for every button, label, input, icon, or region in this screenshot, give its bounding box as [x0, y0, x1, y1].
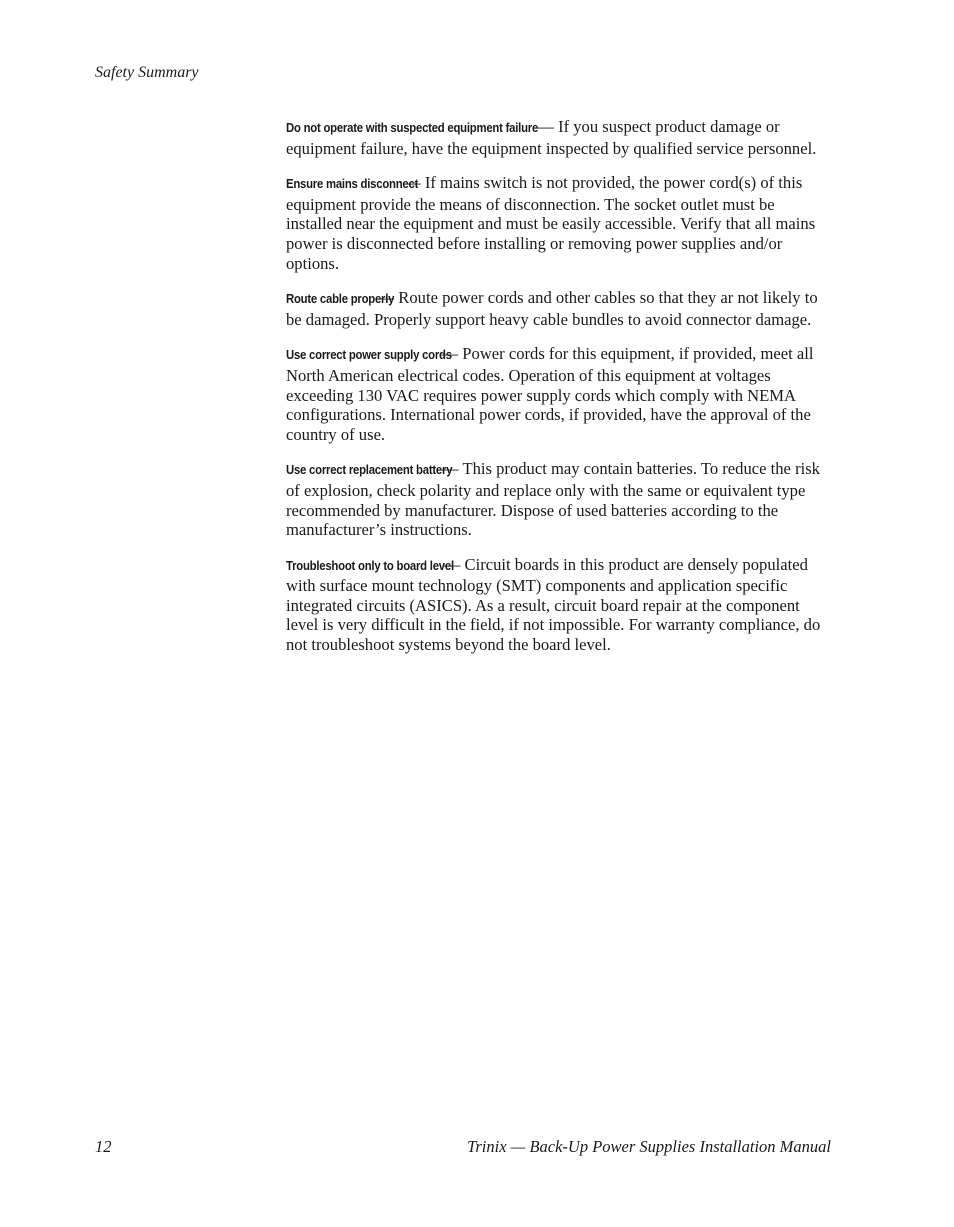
safety-item-text: — This product may contain batteries. To reduce the risk of explosion, check polarity and replace only with the same or equivalent type recommended by manufacturer. Dispose of used batteries according to the manufacturer’s instructions.: [286, 459, 820, 540]
safety-item: [286, 288, 834, 329]
safety-item-heading: Do not operate with suspected equipment failure: [286, 121, 539, 135]
safety-item: [286, 459, 834, 539]
safety-item: [286, 344, 834, 444]
safety-item-text: — Power cords for this equipment, if provided, meet all North American electrical codes. Operation of this equipment at voltages exceeding 130 VAC requires power supply cords which comply with NEMA configurations. International power cords, if provided, have the approval of the country of use.: [286, 344, 814, 444]
safety-item: [286, 117, 834, 158]
safety-item-heading: Use correct power supply cords: [286, 348, 452, 363]
safety-item: [286, 173, 834, 273]
safety-item-text: — Route power cords and other cables so that they ar not likely to be damaged. Properly support heavy cable bundles to avoid connector damage.: [286, 288, 818, 329]
page-number: 12: [95, 1137, 112, 1156]
running-header: Safety Summary: [95, 64, 199, 81]
safety-item-heading: Troubleshoot only to board level: [286, 558, 454, 573]
safety-item-text: — If mains switch is not provided, the power cord(s) of this equipment provide the means of disconnection. The socket outlet must be installed near the equipment and must be easily accessible. Verify that all mains power is disconnected before installing or removing power supplies and/or options.: [286, 173, 816, 273]
manual-title: Trinix — Back-Up Power Supplies Installation Manual: [467, 1137, 831, 1156]
safety-items-list: [286, 117, 834, 670]
safety-item-text: — Circuit boards in this product are densely populated with surface mount technology (SMT) components and application specific integrated circuits (ASICS). As a result, circuit board repair at the component level is very difficult in the field, if not impossible. For warranty compliance, do not troubleshoot systems beyond the board level.: [286, 554, 821, 655]
safety-item: [286, 555, 834, 655]
safety-item-heading: Ensure mains disconnect: [286, 177, 419, 192]
safety-item-heading: Use correct replacement battery: [286, 463, 453, 478]
safety-item-heading: Route cable properly: [286, 292, 395, 307]
safety-item-text: — If you suspect product damage or equipment failure, have the equipment inspected by qualified service personnel.: [286, 117, 817, 158]
